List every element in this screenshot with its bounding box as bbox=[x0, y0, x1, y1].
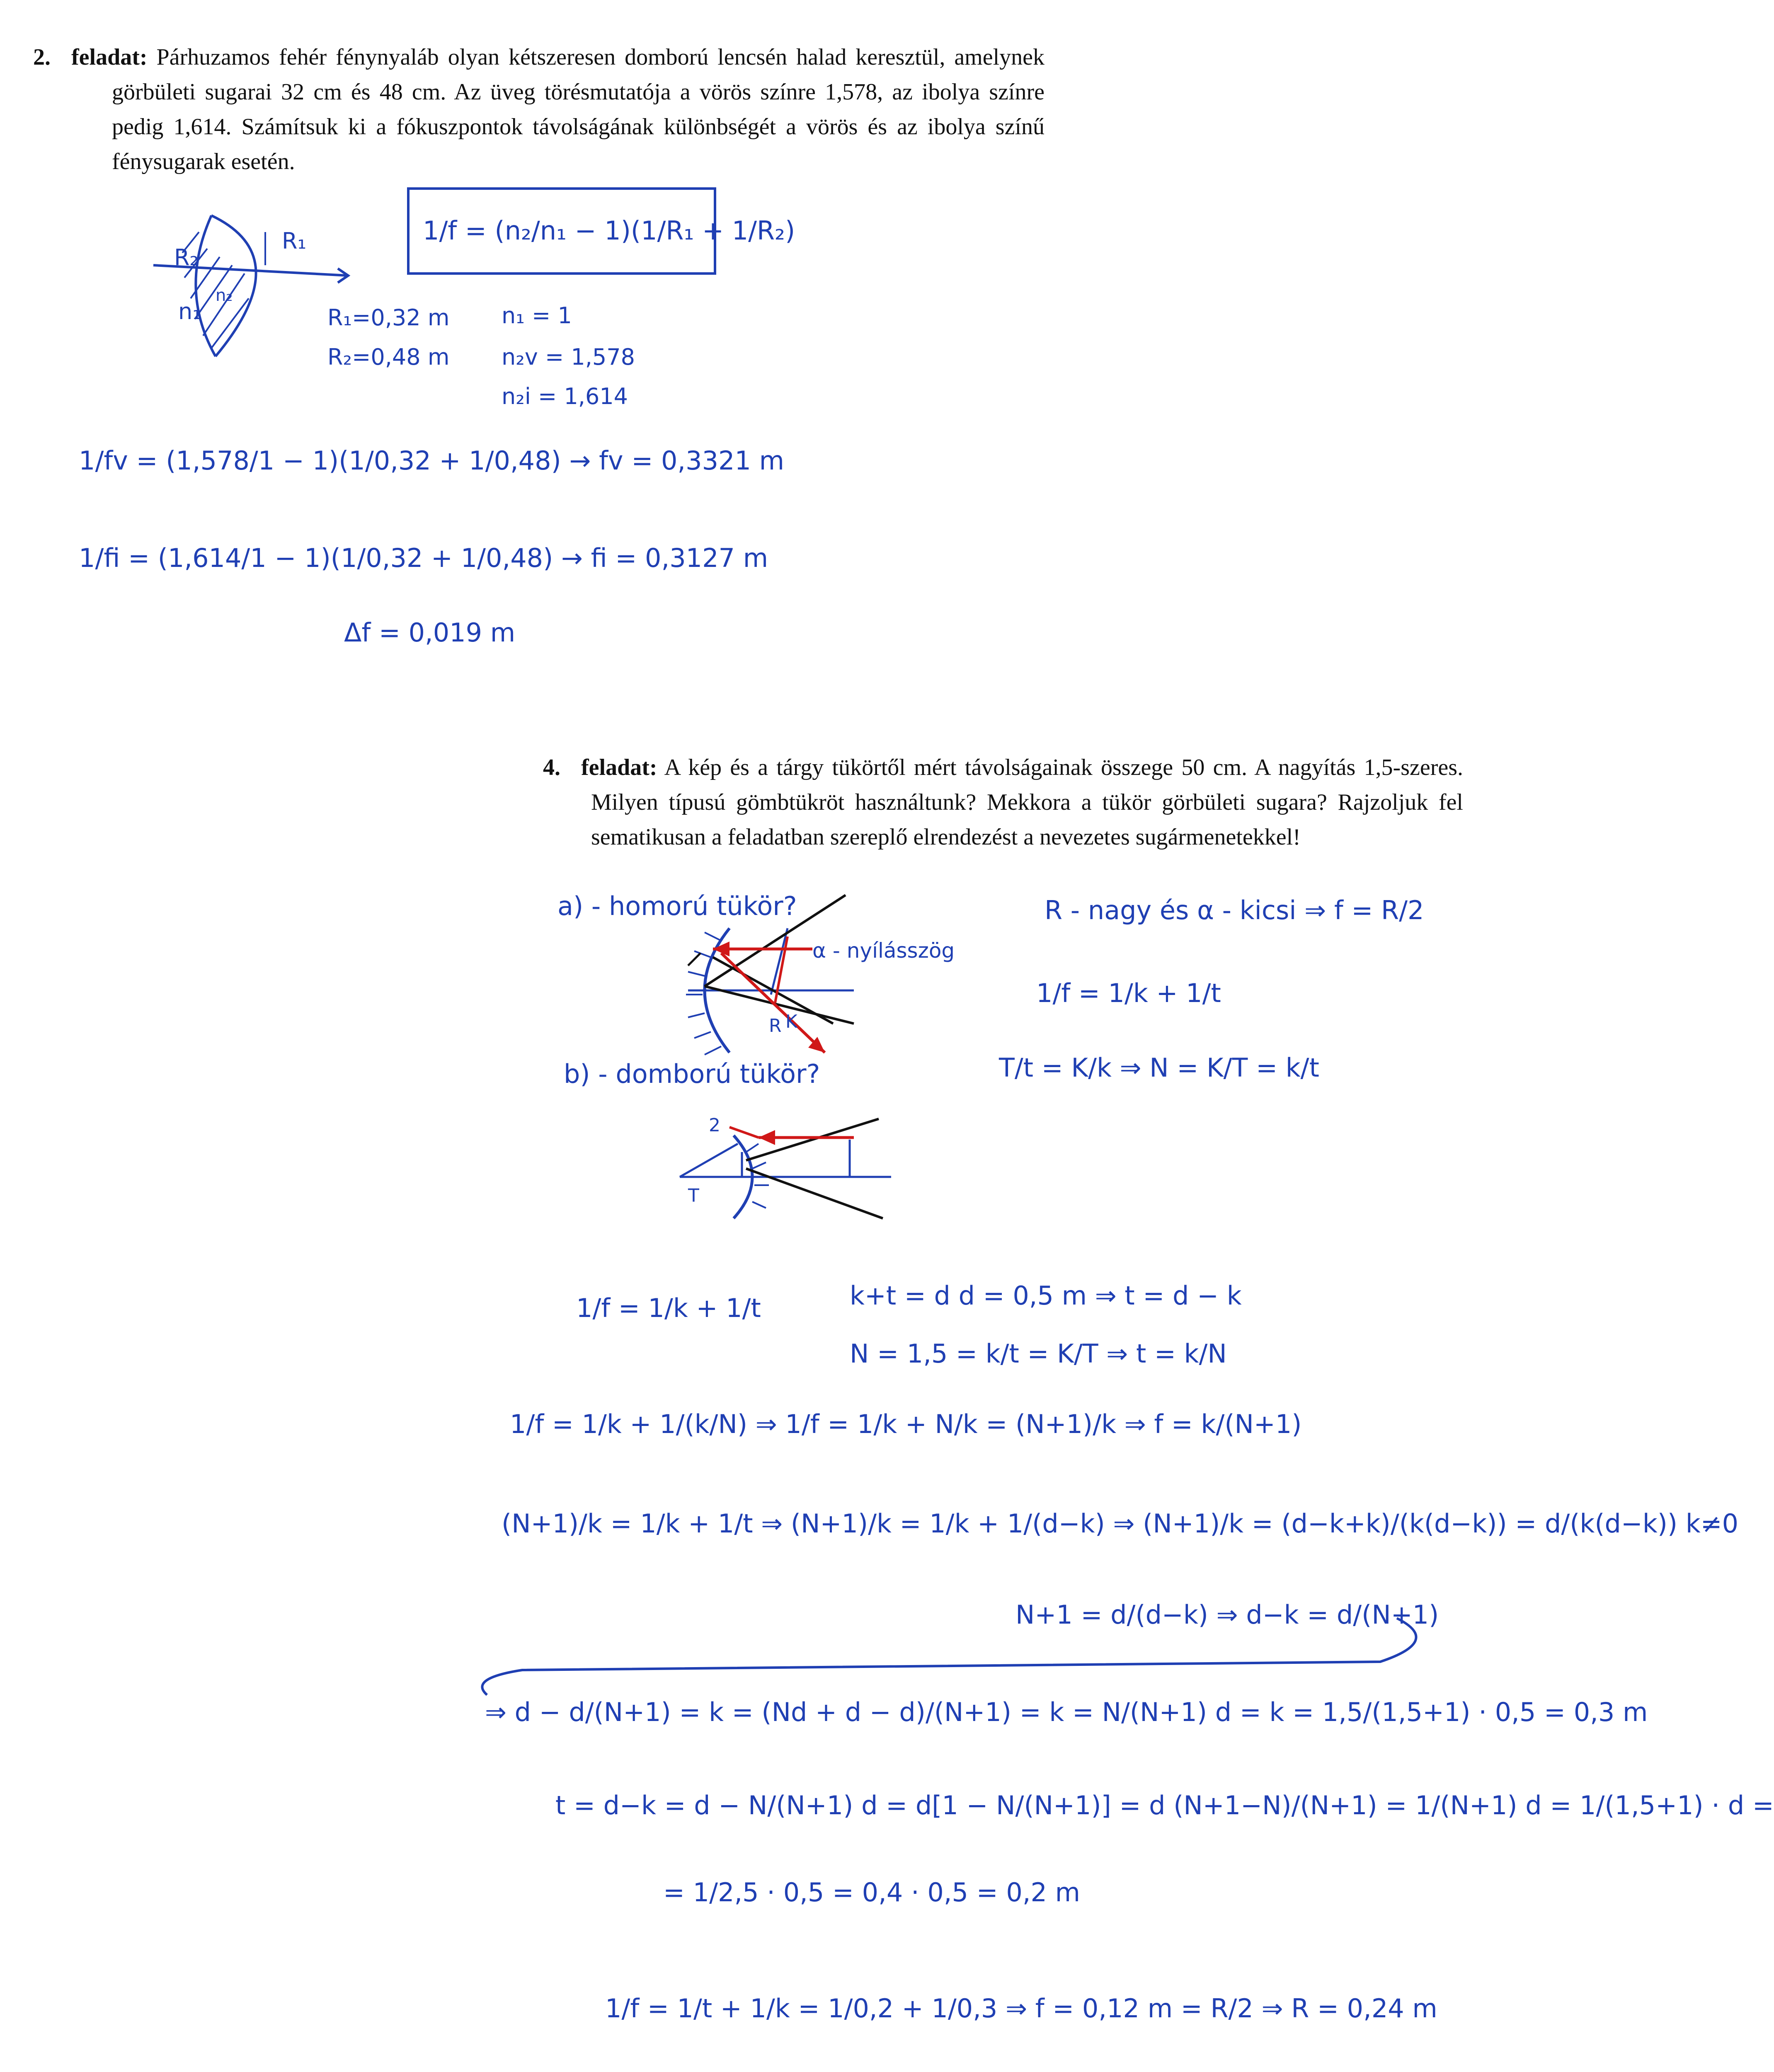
step-6: N+1 = d/(d−k) ⇒ d−k = d/(N+1) bbox=[1015, 1600, 1439, 1630]
case-a-label: a) - homorú tükör? bbox=[557, 891, 797, 921]
problem-2-keyword: feladat: bbox=[71, 44, 148, 70]
calc-violet-focus: 1/fi = (1,614/1 − 1)(1/0,32 + 1/0,48) → fi = 0,3127 m bbox=[79, 543, 768, 573]
angle-note: α - nyílásszög bbox=[812, 939, 955, 963]
step-5: (N+1)/k = 1/k + 1/t ⇒ (N+1)/k = 1/k + 1/(d−k) ⇒ (N+1)/k = (d−k+k)/(k(d−k)) = d/(k(d−k)) k≠0 bbox=[502, 1508, 1739, 1539]
problem-2-text: Párhuzamos fehér fénynyaláb olyan kétszeresen domború lencsén halad keresztül, amelynek görbületi sugarai 32 cm és 48 cm. Az üveg törésmutatója a vörös színre 1,578, az ibolya színre pedig 1,614. Számítsuk ki a fókuszpontok távolságának különbségét a vörös és az ibolya színű fénysugarak esetén. bbox=[112, 44, 1045, 174]
step-2: k+t = d d = 0,5 m ⇒ t = d − k bbox=[850, 1280, 1242, 1311]
given-n2v: n₂v = 1,578 bbox=[502, 344, 635, 370]
sketch-label-n1: n₁ bbox=[178, 298, 201, 324]
given-r2: R₂=0,48 m bbox=[327, 344, 450, 370]
sketch-label-n2: n₂ bbox=[216, 286, 233, 305]
condition-note: R - nagy és α - kicsi ⇒ f = R/2 bbox=[1045, 895, 1424, 925]
lensmaker-formula: 1/f = (n₂/n₁ − 1)(1/R₁ + 1/R₂) bbox=[423, 215, 795, 246]
step-3: N = 1,5 = k/t = K/T ⇒ t = k/N bbox=[850, 1339, 1227, 1369]
step-10: 1/f = 1/t + 1/k = 1/0,2 + 1/0,3 ⇒ f = 0,12 m = R/2 ⇒ R = 0,24 m bbox=[605, 1993, 1437, 2024]
step-4: 1/f = 1/k + 1/(k/N) ⇒ 1/f = 1/k + N/k = (N+1)/k ⇒ f = k/(N+1) bbox=[510, 1409, 1302, 1439]
step-8: t = d−k = d − N/(N+1) d = d[1 − N/(N+1)] = d (N+1−N)/(N+1) = 1/(N+1) d = 1/(1,5+1) · d = bbox=[555, 1790, 1774, 1820]
step-7: ⇒ d − d/(N+1) = k = (Nd + d − d)/(N+1) = k = N/(N+1) d = k = 1,5/(1,5+1) · 0,5 = 0,3 m bbox=[485, 1697, 1648, 1727]
delta-focus: Δf = 0,019 m bbox=[344, 617, 516, 648]
problem-4-number: 4. bbox=[543, 755, 560, 780]
sketch-label-r1: R₁ bbox=[282, 228, 307, 254]
problem-4-keyword: feladat: bbox=[581, 755, 657, 780]
sketch-label-r2: R₂ bbox=[174, 244, 199, 271]
diagram-label-t: T bbox=[688, 1185, 699, 1206]
case-b-label: b) - domború tükör? bbox=[564, 1059, 820, 1089]
diagram-label-r: R bbox=[769, 1015, 782, 1036]
diagram-label-k: K bbox=[785, 1011, 797, 1032]
step-9: = 1/2,5 · 0,5 = 0,4 · 0,5 = 0,2 m bbox=[663, 1877, 1081, 1907]
given-n1: n₁ = 1 bbox=[502, 303, 572, 329]
problem-4-text: A kép és a tárgy tükörtől mért távolságainak összege 50 cm. A nagyítás 1,5-szeres. Milyen típusú gömbtükröt használtunk? Mekkora a tükör görbületi sugara? Rajzoljuk fel sematikusan a feladatban szereplő elrendezést a nevezetes sugármenetekkel! bbox=[591, 755, 1463, 850]
problem-2-number: 2. bbox=[33, 44, 51, 70]
diagram-label-z: 2 bbox=[709, 1115, 720, 1136]
calc-red-focus: 1/fv = (1,578/1 − 1)(1/0,32 + 1/0,48) → fv = 0,3321 m bbox=[79, 445, 785, 476]
step-1: 1/f = 1/k + 1/t bbox=[576, 1293, 761, 1323]
given-n2i: n₂i = 1,614 bbox=[502, 383, 628, 409]
magnification-equation: T/t = K/k ⇒ N = K/T = k/t bbox=[999, 1053, 1319, 1083]
mirror-equation: 1/f = 1/k + 1/t bbox=[1036, 978, 1221, 1008]
given-r1: R₁=0,32 m bbox=[327, 305, 450, 331]
